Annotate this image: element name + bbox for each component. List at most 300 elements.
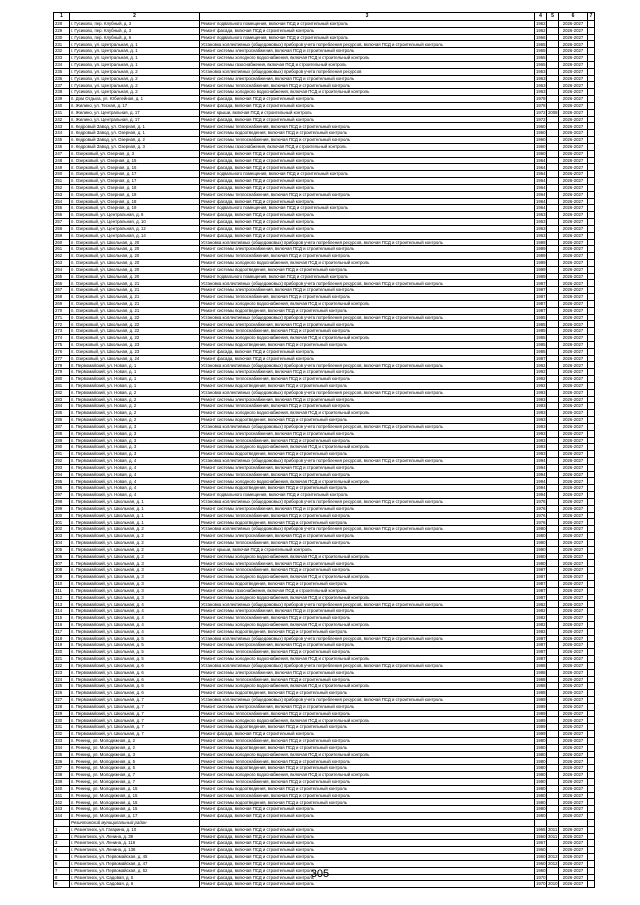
repair-year-cell (547, 580, 559, 587)
note-cell (588, 826, 595, 833)
note-cell (588, 437, 595, 444)
work-type-cell: Ремонт подвального помещения, включая ПСД и строительный контроль (200, 492, 535, 499)
table-row (54, 813, 595, 820)
note-cell (588, 403, 595, 410)
build-year-cell: 1982 (536, 628, 546, 634)
note-cell (588, 253, 595, 260)
note-cell (588, 164, 595, 171)
address-cell: п. Первомайский, ул. Школьная, д. 3 (70, 587, 200, 594)
note-cell (588, 417, 595, 424)
work-type-cell: Ремонт системы теплоснабжения, включая ПСД и строительный контроль (200, 567, 535, 574)
row-number: 257 (54, 219, 70, 226)
table-row (54, 676, 595, 683)
repair-year-cell (547, 792, 559, 799)
work-type-cell: Ремонт системы теплоснабжения, включая ПСД и строительный контроль (200, 123, 535, 130)
note-cell (588, 396, 595, 403)
address-cell: п. Ренинд, ул. Молодежная, д. 5 (70, 765, 200, 772)
period-cell: 2026-2027 (559, 874, 588, 881)
address-cell: п. Первомайский, ул. Новая, д. 1 (70, 376, 200, 383)
table-row (54, 690, 595, 697)
build-year-cell: 1989 (536, 697, 546, 703)
work-type-cell: Ремонт фасада, включая ПСД и строительный контроль (200, 157, 535, 164)
note-cell (588, 860, 595, 867)
table-row (54, 21, 595, 28)
period-cell: 2026-2027 (559, 369, 588, 376)
row-number: 325 (54, 683, 70, 690)
row-number: 302 (54, 526, 70, 533)
address-cell: п. Первомайский, ул. Школьная, д. 7 (70, 703, 200, 710)
table-row (54, 355, 595, 362)
address-cell: п. Первомайский, ул. Школьная, д. 3 (70, 580, 200, 587)
table-row (54, 526, 595, 533)
table-row (54, 471, 595, 478)
period-cell: 2026-2027 (559, 328, 588, 335)
table-row (54, 601, 595, 608)
header-col-6: 6 (559, 13, 588, 21)
build-year-cell: 1963 (536, 212, 546, 218)
note-cell (588, 328, 595, 335)
work-type-cell (200, 819, 535, 826)
work-type-cell: Ремонт фасада, включая ПСД и строительный контроль (200, 731, 535, 738)
row-number: 293 (54, 464, 70, 471)
row-number: 260 (54, 239, 70, 246)
address-cell: п. Озерковый, ул. Школьная, д. 20 (70, 266, 200, 273)
build-year-cell: 1987 (536, 280, 546, 286)
build-year-cell: 1980 (536, 792, 546, 798)
note-cell (588, 792, 595, 799)
row-number: 337 (54, 765, 70, 772)
build-year-cell: 1960 (536, 860, 546, 866)
work-type-cell: Ремонт системы водоотведения, включая ПСД и строительный контроль (200, 451, 535, 458)
work-type-cell: Ремонт системы электроснабжения, включая ПСД и строительный контроль (200, 75, 535, 82)
note-cell (588, 451, 595, 458)
address-cell: п. Первомайский, ул. Новая, д. 2 (70, 403, 200, 410)
address-cell: п. Первомайский, ул. Школьная, д. 2 (70, 526, 200, 533)
build-year-cell: 1965 (536, 41, 546, 47)
work-type-cell: Ремонт системы электроснабжения, включая ПСД и строительный контроль (200, 642, 535, 649)
address-cell: п. Озерковый, ул. Озерная, д. 18 (70, 198, 200, 205)
period-cell: 2026-2027 (559, 492, 588, 499)
work-type-cell: Ремонт системы теплоснабжения, включая ПСД и строительный контроль (200, 328, 535, 335)
period-cell: 2026-2027 (559, 854, 588, 861)
row-number: 1 (54, 826, 70, 833)
repair-year-cell (547, 219, 559, 226)
row-number: 242 (54, 116, 70, 123)
build-year-cell: 1989 (536, 246, 546, 252)
address-cell: г. Резинтинск, ул. Первомайская, д. 52 (70, 867, 200, 874)
build-year-cell: 1980 (536, 540, 546, 546)
table-row (54, 765, 595, 772)
address-cell: п. Первомайский, ул. Новая, д. 1 (70, 382, 200, 389)
row-number: 307 (54, 560, 70, 567)
address-cell: п. Первомайский, ул. Новая, д. 2 (70, 417, 200, 424)
build-year-cell: 1964 (536, 205, 546, 211)
note-cell (588, 27, 595, 34)
build-year-cell: 1987 (536, 649, 546, 655)
address-cell: п. Первомайский, ул. Школьная, д. 7 (70, 717, 200, 724)
table-row (54, 314, 595, 321)
build-year-cell: 1964 (536, 164, 546, 170)
build-year-cell: 1980 (536, 744, 546, 750)
repair-year-cell (547, 464, 559, 471)
address-cell: п. Первомайский, ул. Школьная, д. 4 (70, 628, 200, 635)
note-cell (588, 881, 595, 888)
repair-year-cell (547, 813, 559, 820)
repair-year-cell (547, 55, 559, 62)
table-row (54, 178, 595, 185)
period-cell: 2026-2027 (559, 150, 588, 157)
work-type-cell: Ремонт системы водоотведения, включая ПСД и строительный контроль (200, 341, 535, 348)
build-year-cell: 1994 (536, 471, 546, 477)
repair-year-cell (547, 273, 559, 280)
table-row (54, 396, 595, 403)
build-year-cell: 1980 (536, 546, 546, 552)
address-cell: п. Первомайский, ул. Школьная, д. 2 (70, 553, 200, 560)
table-row (54, 48, 595, 55)
address-cell: п. Первомайский, ул. Школьная, д. 5 (70, 642, 200, 649)
row-number: 336 (54, 758, 70, 765)
build-year-cell: 1987 (536, 287, 546, 293)
note-cell (588, 96, 595, 103)
table-row (54, 635, 595, 642)
repair-year-cell (547, 785, 559, 792)
repair-year-cell (547, 27, 559, 34)
period-cell: 2026-2027 (559, 89, 588, 96)
note-cell (588, 376, 595, 383)
work-type-cell: Ремонт системы теплоснабжения, включая ПСД и строительный контроль (200, 737, 535, 744)
note-cell (588, 458, 595, 465)
period-cell: 2026-2027 (559, 717, 588, 724)
period-cell: 2026-2027 (559, 635, 588, 642)
work-type-cell: Ремонт фасада, включая ПСД и строительный контроль (200, 96, 535, 103)
repair-year-cell (547, 225, 559, 232)
build-year-cell: 1976 (536, 519, 546, 525)
build-year-cell: 1993 (536, 437, 546, 443)
table-row (54, 116, 595, 123)
row-number: 343 (54, 806, 70, 813)
build-year-cell: 1992 (536, 362, 546, 368)
address-cell: п. Первомайский, ул. Школьная, д. 1 (70, 519, 200, 526)
period-cell: 2026-2027 (559, 123, 588, 130)
period-cell: 2026-2027 (559, 731, 588, 738)
build-year-cell: 1992 (536, 369, 546, 375)
table-row (54, 109, 595, 116)
work-type-cell: Ремонт системы теплоснабжения, включая ПСД и строительный контроль (200, 710, 535, 717)
address-cell: п. Озерковый, ул. Озерная, д. 18 (70, 184, 200, 191)
table-row (54, 423, 595, 430)
repair-year-cell (547, 696, 559, 703)
address-cell: г. Гусиково, ул. Центральная, д. 2 (70, 82, 200, 89)
address-cell: г. Гусиково, ул. Центральная, д. 1 (70, 41, 200, 48)
address-cell: п. Озерковый, ул. Школьная, д. 24 (70, 355, 200, 362)
row-number: 237 (54, 82, 70, 89)
table-row (54, 369, 595, 376)
address-cell: г. Гусиково, ул. Центральная, д. 2 (70, 68, 200, 75)
work-type-cell: Ремонт фасада, включая ПСД и строительный контроль (200, 150, 535, 157)
build-year-cell: 1992 (536, 376, 546, 382)
table-row (54, 717, 595, 724)
table-row (54, 553, 595, 560)
address-cell: г. Гусиково, пер. Клубный, д. 3 (70, 21, 200, 28)
address-cell: п. Ренинд, ул. Молодежная, д. 15 (70, 792, 200, 799)
address-cell: п. Первомайский, ул. Новая, д. 4 (70, 478, 200, 485)
build-year-cell: 1989 (536, 717, 546, 723)
row-number: 251 (54, 178, 70, 185)
period-cell: 2026-2027 (559, 96, 588, 103)
note-cell (588, 246, 595, 253)
row-number: 335 (54, 751, 70, 758)
row-number: 314 (54, 608, 70, 615)
column-number-header-row (54, 13, 595, 21)
repair-year-cell (547, 737, 559, 744)
period-cell: 2026-2027 (559, 314, 588, 321)
work-type-cell: Ремонт системы холодного водоснабжения, включая ПСД и строительный контроль (200, 751, 535, 758)
row-number: 339 (54, 778, 70, 785)
work-type-cell: Установка коллективных (общедомовых) приборов учета потребления ресурсов, включая ПСД и строительный контроль (200, 601, 535, 608)
period-cell: 2026-2027 (559, 171, 588, 178)
build-year-cell: 1994 (536, 478, 546, 484)
note-cell (588, 205, 595, 212)
period-cell: 2026-2027 (559, 287, 588, 294)
note-cell (588, 123, 595, 130)
repair-year-cell (547, 840, 559, 847)
build-year-cell: 1980 (536, 806, 546, 812)
table-row (54, 560, 595, 567)
note-cell (588, 717, 595, 724)
row-number: 283 (54, 396, 70, 403)
work-type-cell: Ремонт системы холодного водоснабжения, включая ПСД и строительный контроль (200, 55, 535, 62)
period-cell: 2026-2027 (559, 539, 588, 546)
work-type-cell: Ремонт фасада, включая ПСД и строительный контроль (200, 833, 535, 840)
build-year-cell: 1960 (536, 144, 546, 150)
build-year-cell: 1993 (536, 396, 546, 402)
work-type-cell: Ремонт системы теплоснабжения, включая ПСД и строительный контроль (200, 539, 535, 546)
period-cell: 2026-2027 (559, 219, 588, 226)
row-number: 247 (54, 150, 70, 157)
work-type-cell: Ремонт фасада, включая ПСД и строительный контроль (200, 116, 535, 123)
period-cell: 2026-2027 (559, 526, 588, 533)
period-cell: 2026-2027 (559, 696, 588, 703)
work-type-cell: Ремонт фасада, включая ПСД и строительный контроль (200, 806, 535, 813)
note-cell (588, 724, 595, 731)
row-number: 334 (54, 744, 70, 751)
row-number: 320 (54, 649, 70, 656)
period-cell: 2026-2027 (559, 669, 588, 676)
address-cell: п. Кедровый Завод, ул. Озерная, д. 3 (70, 143, 200, 150)
repair-year-cell (547, 280, 559, 287)
address-cell: п. Кедровый Завод, ул. Озерная, д. 1 (70, 130, 200, 137)
row-number: 269 (54, 300, 70, 307)
build-year-cell: 1964 (536, 184, 546, 190)
repair-year-cell (547, 396, 559, 403)
note-cell (588, 744, 595, 751)
row-number: 330 (54, 717, 70, 724)
work-type-cell: Ремонт фасада, включая ПСД и строительный контроль (200, 860, 535, 867)
work-type-cell: Ремонт системы электроснабжения, включая ПСД и строительный контроль (200, 396, 535, 403)
period-cell: 2026-2027 (559, 505, 588, 512)
row-number: 306 (54, 553, 70, 560)
work-type-cell: Ремонт системы электроснабжения, включая ПСД и строительный контроль (200, 533, 535, 540)
work-type-cell: Установка коллективных (общедомовых) приборов учета потребления ресурсов, включая ПСД и строительный контроль (200, 362, 535, 369)
table-row (54, 669, 595, 676)
table-row (54, 294, 595, 301)
repair-year-cell (547, 690, 559, 697)
address-cell: п. Первомайский, ул. Новая, д. 3 (70, 444, 200, 451)
period-cell: 2026-2027 (559, 225, 588, 232)
work-type-cell: Ремонт системы электроснабжения, включая ПСД и строительный контроль (200, 464, 535, 471)
work-type-cell: Ремонт системы электроснабжения, включая ПСД и строительный контроль (200, 703, 535, 710)
repair-year-cell (547, 191, 559, 198)
row-number: 230 (54, 34, 70, 41)
build-year-cell: 1970 (536, 881, 546, 887)
work-type-cell: Ремонт фасада, включая ПСД и строительный контроль (200, 232, 535, 239)
work-type-cell: Ремонт системы электроснабжения, включая ПСД и строительный контроль (200, 369, 535, 376)
build-year-cell: 1976 (536, 499, 546, 505)
address-cell: п. Первомайский, ул. Школьная, д. 6 (70, 676, 200, 683)
address-cell: п. Первомайский, ул. Школьная, д. 6 (70, 690, 200, 697)
work-type-cell: Ремонт системы водоотведения, включая ПСД и строительный контроль (200, 628, 535, 635)
repair-year-cell (547, 799, 559, 806)
table-row (54, 225, 595, 232)
period-cell: 2026-2027 (559, 157, 588, 164)
repair-year-cell (547, 287, 559, 294)
row-number: 315 (54, 615, 70, 622)
header-col-4: 4 (535, 13, 547, 21)
work-type-cell: Ремонт системы электроснабжения, включая ПСД и строительный контроль (200, 246, 535, 253)
build-year-cell: 1993 (536, 423, 546, 429)
build-year-cell: 1988 (536, 669, 546, 675)
row-number: 296 (54, 485, 70, 492)
build-year-cell: 1989 (536, 260, 546, 266)
row-number: 256 (54, 212, 70, 219)
work-type-cell: Установка коллективных (общедомовых) приборов учета потребления ресурсов, включая ПСД и строительный контроль (200, 662, 535, 669)
build-year-cell: 1963 (536, 225, 546, 231)
row-number: 236 (54, 75, 70, 82)
work-type-cell: Установка коллективных (общедомовых) приборов учета потребления ресурсов, включая ПСД и строительный контроль (200, 389, 535, 396)
row-number: 245 (54, 137, 70, 144)
period-cell: 2026-2027 (559, 792, 588, 799)
repair-year-cell (547, 410, 559, 417)
period-cell: 2026-2027 (559, 676, 588, 683)
repair-year-cell (547, 724, 559, 731)
note-cell (588, 300, 595, 307)
row-number: 233 (54, 55, 70, 62)
period-cell: 2026-2027 (559, 273, 588, 280)
repair-year-cell (547, 546, 559, 553)
build-year-cell: 1960 (536, 150, 546, 156)
work-type-cell: Ремонт системы водоотведения, включая ПСД и строительный контроль (200, 130, 535, 137)
row-number: 326 (54, 690, 70, 697)
build-year-cell: 1987 (536, 587, 546, 593)
repair-year-cell (547, 772, 559, 779)
table-row (54, 68, 595, 75)
table-row (54, 102, 595, 109)
build-year-cell: 1985 (536, 328, 546, 334)
repair-year-cell (547, 526, 559, 533)
period-cell: 2026-2027 (559, 813, 588, 820)
period-cell: 2026-2027 (559, 458, 588, 465)
period-cell: 2026-2027 (559, 382, 588, 389)
work-type-cell: Ремонт системы электроснабжения, включая ПСД и строительный контроль (200, 669, 535, 676)
row-number: 5 (54, 854, 70, 861)
table-row (54, 212, 595, 219)
row-number: 338 (54, 772, 70, 779)
build-year-cell: 1980 (536, 772, 546, 778)
table-row (54, 847, 595, 854)
work-type-cell: Ремонт фасада, включая ПСД и строительный контроль (200, 874, 535, 881)
note-cell (588, 485, 595, 492)
build-year-cell: 1963 (536, 75, 546, 81)
row-number: 246 (54, 143, 70, 150)
note-cell (588, 615, 595, 622)
work-type-cell: Ремонт системы водоотведения, включая ПСД и строительный контроль (200, 724, 535, 731)
build-year-cell: 1993 (536, 410, 546, 416)
period-cell: 2026-2027 (559, 840, 588, 847)
period-cell: 2026-2027 (559, 389, 588, 396)
note-cell (588, 266, 595, 273)
table-row (54, 833, 595, 840)
row-number: 327 (54, 696, 70, 703)
table-row (54, 649, 595, 656)
table-row (54, 157, 595, 164)
note-cell (588, 150, 595, 157)
repair-year-cell (547, 519, 559, 526)
note-cell (588, 690, 595, 697)
note-cell (588, 321, 595, 328)
note-cell (588, 731, 595, 738)
repair-year-cell (547, 731, 559, 738)
table-row (54, 724, 595, 731)
note-cell (588, 184, 595, 191)
address-cell: п. Озерковый, ул. Школьная, д. 20 (70, 239, 200, 246)
row-number: 284 (54, 403, 70, 410)
work-type-cell: Ремонт фасада, включая ПСД и строительный контроль (200, 184, 535, 191)
build-year-cell: 1980 (536, 751, 546, 757)
period-cell: 2026-2027 (559, 232, 588, 239)
repair-year-cell (547, 212, 559, 219)
row-number: 304 (54, 539, 70, 546)
address-cell: п. Ренинд, ул. Молодежная, д. 7 (70, 772, 200, 779)
table-row (54, 498, 595, 505)
table-row (54, 205, 595, 212)
note-cell (588, 628, 595, 635)
build-year-cell: 1987 (536, 294, 546, 300)
address-cell: п. Жилино, ул. Тесная, д. 17 (70, 102, 200, 109)
work-type-cell: Ремонт подвального помещения, включая ПСД и строительный контроль (200, 171, 535, 178)
work-type-cell: Ремонт фасада, включая ПСД и строительный контроль (200, 847, 535, 854)
note-cell (588, 348, 595, 355)
row-number: 297 (54, 492, 70, 499)
address-cell: п. Первомайский, ул. Школьная, д. 3 (70, 574, 200, 581)
address-cell: п. Дом Отдыха, ул. Юбилейная, д. 1 (70, 96, 200, 103)
build-year-cell: 1965 (536, 62, 546, 68)
repair-year-cell (547, 68, 559, 75)
table-row (54, 273, 595, 280)
build-year-cell: 1993 (536, 403, 546, 409)
header-col-2: 2 (70, 13, 200, 21)
row-number: 262 (54, 253, 70, 260)
period-cell: 2025-2027 (559, 68, 588, 75)
row-number: 333 (54, 737, 70, 744)
note-cell (588, 75, 595, 82)
address-cell: г. Гусиково, ул. Центральная, д. 2 (70, 89, 200, 96)
repair-year-cell (547, 82, 559, 89)
address-cell: г. Гусиково, ул. Центральная, д. 1 (70, 61, 200, 68)
period-cell: 2026-2027 (559, 116, 588, 123)
period-cell: 2026-2027 (559, 48, 588, 55)
build-year-cell: 1970 (536, 874, 546, 880)
build-year-cell: 1985 (536, 342, 546, 348)
